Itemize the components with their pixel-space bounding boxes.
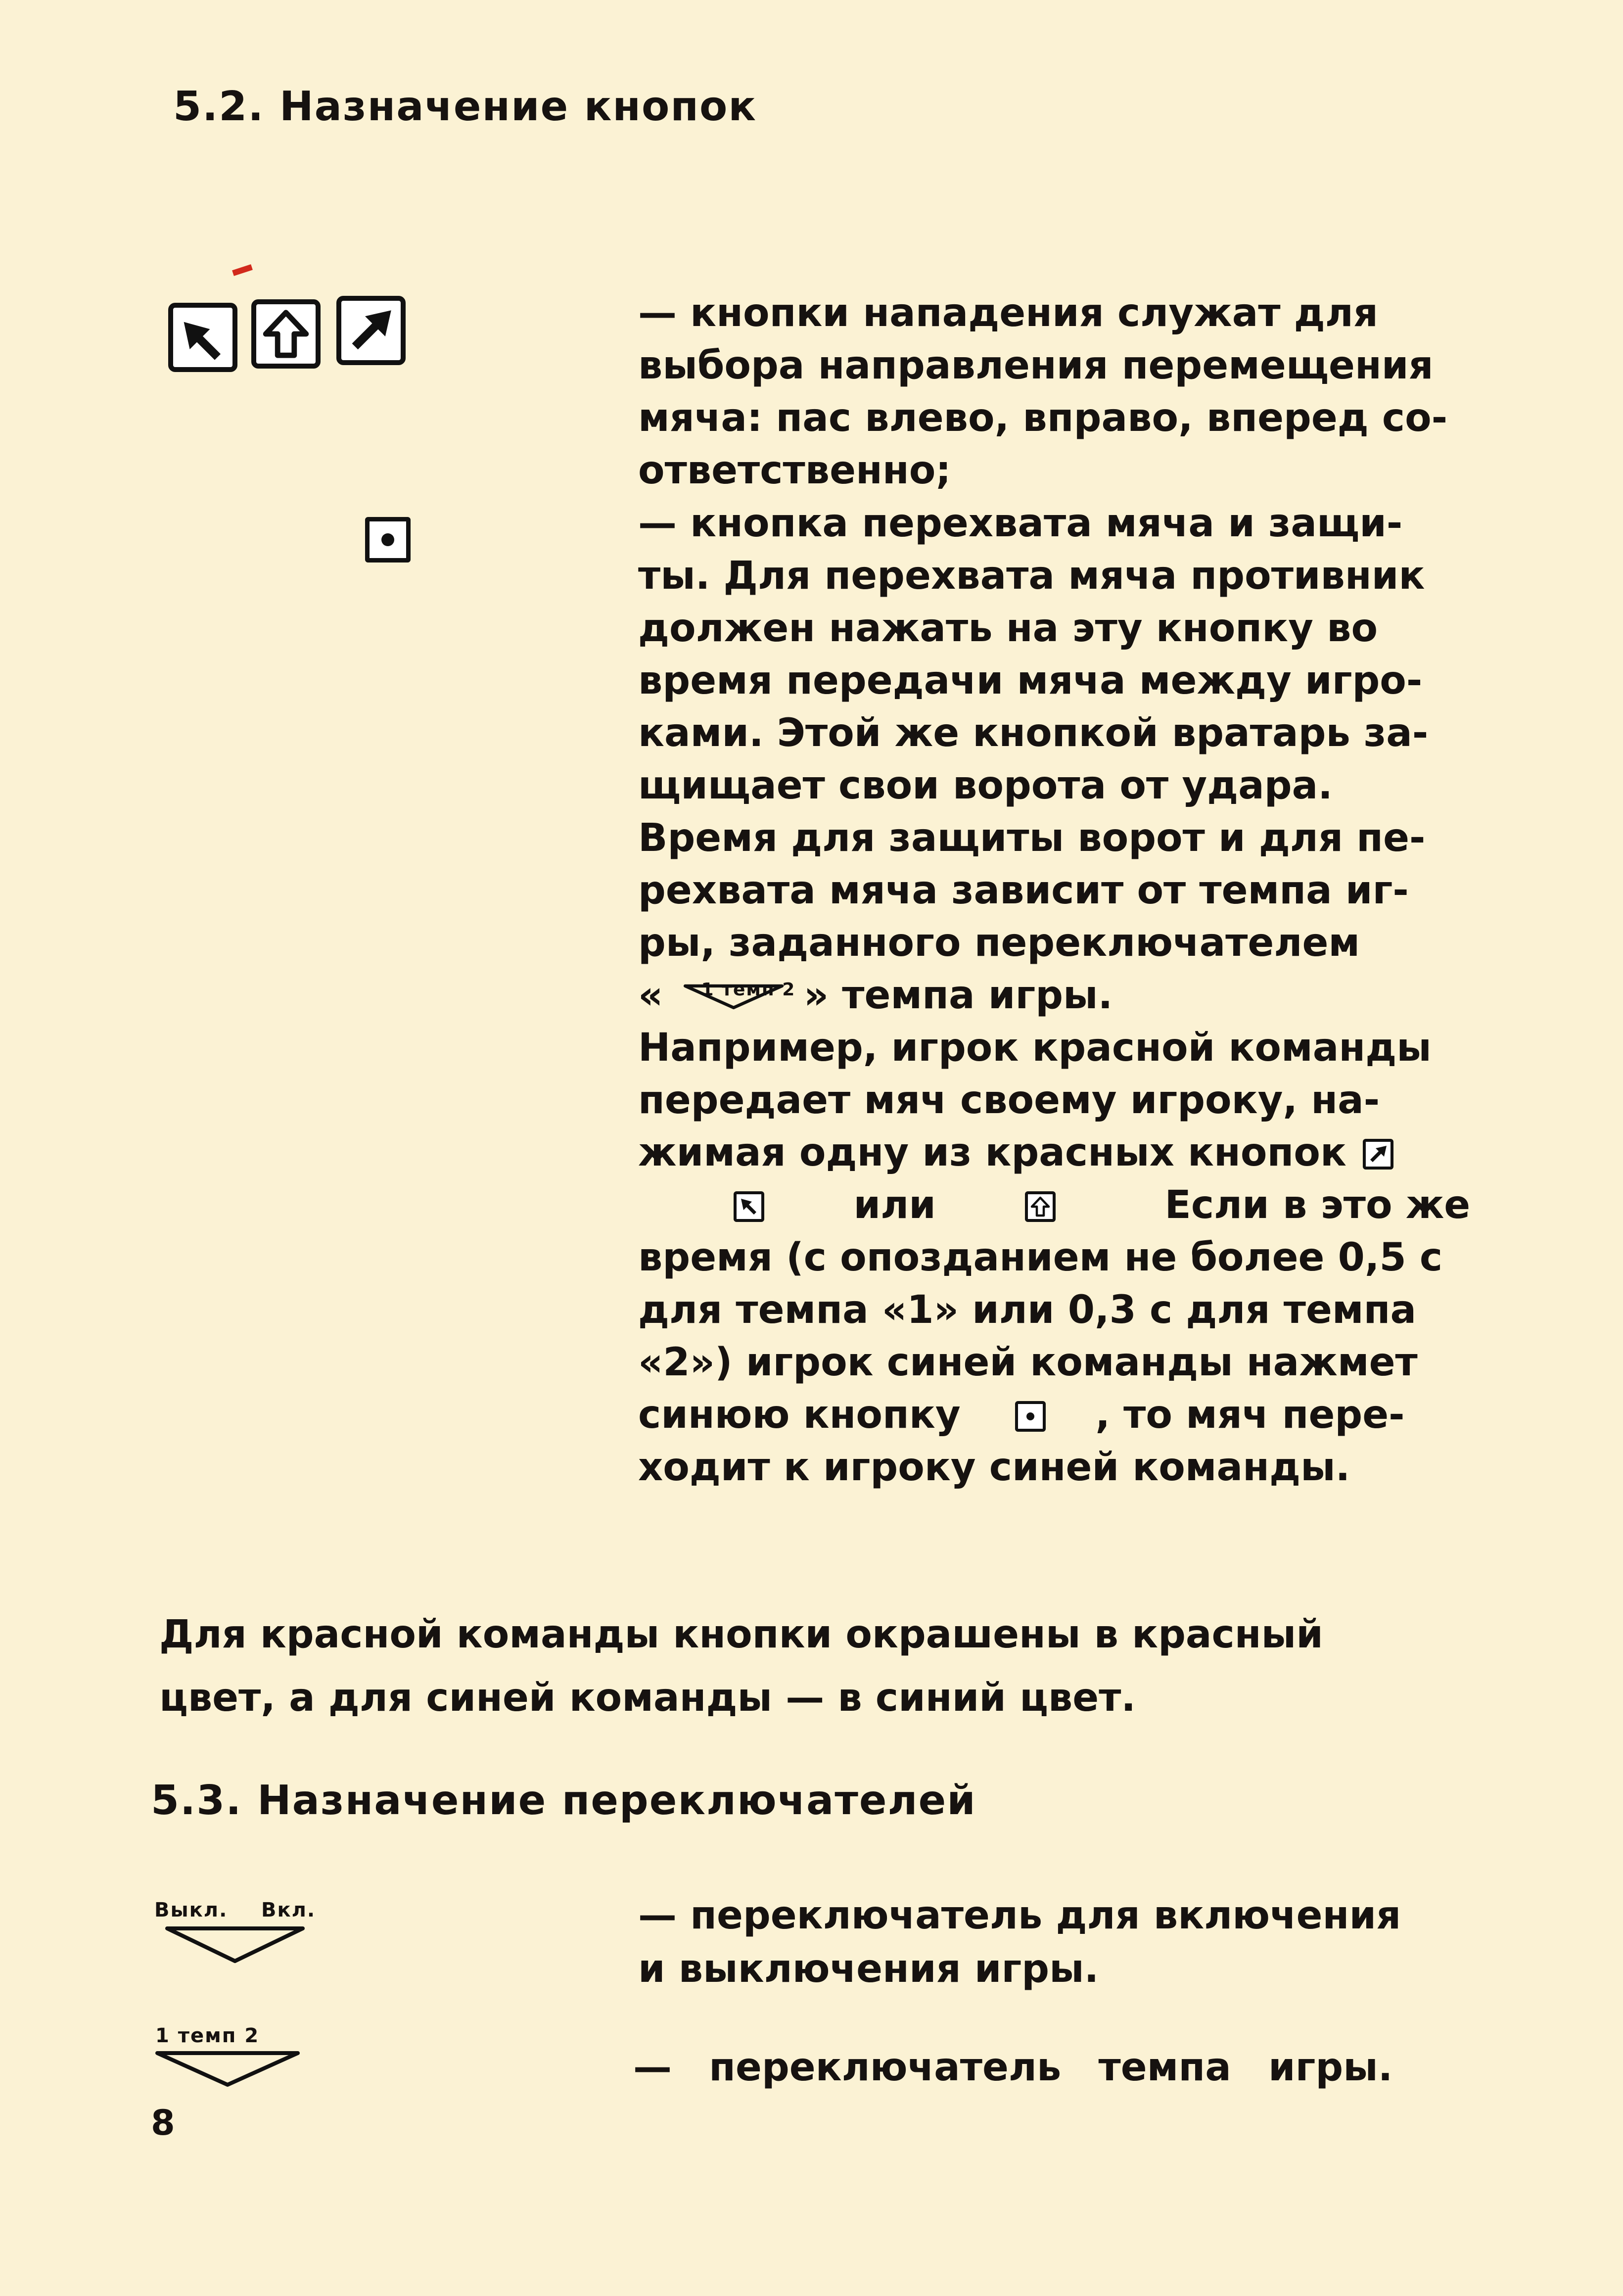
key-intercept-small-icon [1015,1401,1046,1432]
page-number: 8 [151,2103,175,2143]
section-heading-5-3: 5.3. Назначение переключателей [151,1777,976,1824]
or-line: или Если в это же [638,1179,1501,1231]
intercept-description: — кнопка перехвата мяча и защи- ты. Для перехвата мяча противник должен нажать на эту кнопку во время передачи мяча между игро- ками. Этой же кнопкой вратарь за- щищает свои ворота от удара. Время для защиты ворот и для пе- рехвата мяча зависит от темпа иг- ры, заданного переключателем « 1 темп 2 » темпа игры. Например, игрок красной команды передает мяч своему игроку, на- жимая одну из красных кнопок или Если в это же время (с опозданием не более 0,5 с для темпа «1» или 0,3 с для темпа «2») игрок синей команды нажмет синюю кнопку , то мяч пере- ходит к игроку синей команды. [638,497,1501,1494]
button-colors-paragraph: Для красной команды кнопки окрашены в красный цвет, а для синей команды — в синий цвет. [159,1612,1323,1720]
key-up-icon [251,299,321,369]
red-ink-mark [232,264,253,276]
tempo-switch-icon: 1 темп 2 [153,2024,302,2094]
attack-keys-description: — кнопки нападения служат для выбора направления перемещения мяча: пас влево, вправо, вперед со- ответственно; [638,291,1448,493]
section-heading-5-2: 5.2. Назначение кнопок [173,83,757,130]
key-intercept-icon [365,517,411,562]
tempo-switch-description: — переключатель темпа игры. [633,2045,1393,2090]
key-up-small-icon [1025,1191,1056,1222]
power-switch-icon: Выкл. Вкл. [153,1899,317,1968]
key-right-icon [336,296,406,365]
key-right-small-icon [1363,1139,1393,1170]
key-left-icon [168,303,237,372]
blue-key-line: синюю кнопку , то мяч пере- [638,1393,1405,1437]
tempo-switch-inline-icon: 1 темп 2 [677,978,790,1012]
key-left-small-icon [734,1191,764,1222]
power-switch-description: — переключатель для включения и выключения игры. [638,1893,1401,1991]
tempo-inline-line: « 1 темп 2 » темпа игры. [638,973,1113,1018]
red-keys-line: жимая одну из красных кнопок [638,1126,1501,1179]
